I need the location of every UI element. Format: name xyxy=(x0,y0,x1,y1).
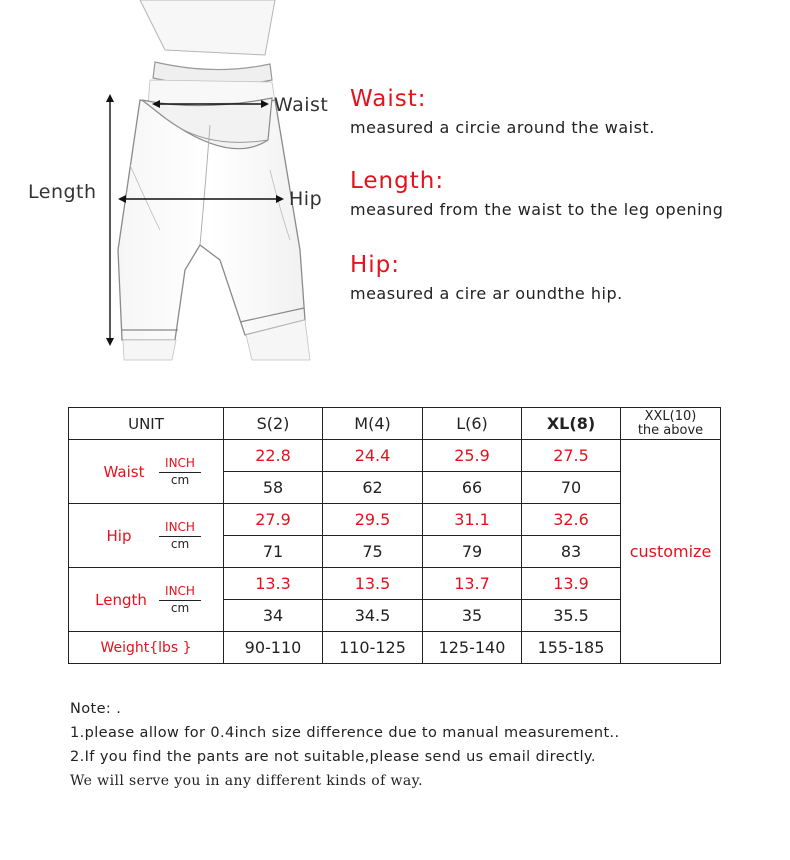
cm-value: 79 xyxy=(423,536,522,568)
unit-fraction xyxy=(159,520,201,552)
inch-value: 13.7 xyxy=(423,568,522,600)
definition-hip xyxy=(350,252,623,303)
customize-cell: customize xyxy=(621,440,721,664)
cm-value: 62 xyxy=(323,472,423,504)
inch-value: 31.1 xyxy=(423,504,522,536)
inch-value: 13.3 xyxy=(224,568,323,600)
definition-text: measured a circie around the waist. xyxy=(350,118,655,137)
weight-value: 110-125 xyxy=(323,632,423,664)
note-title: Note: . xyxy=(70,701,122,717)
weight-label: Weight{lbs } xyxy=(69,632,224,664)
inch-value: 27.5 xyxy=(522,440,621,472)
measure-cell-hip xyxy=(69,504,224,568)
cm-value: 34.5 xyxy=(323,600,423,632)
measure-cell-waist xyxy=(69,440,224,504)
inch-value: 27.9 xyxy=(224,504,323,536)
unit-cm: cm xyxy=(170,600,190,615)
cm-value: 70 xyxy=(522,472,621,504)
measure-name: Length xyxy=(95,590,147,609)
cm-value: 75 xyxy=(323,536,423,568)
header-unit: UNIT xyxy=(69,408,224,440)
note-line: We will serve you in any different kinds of way. xyxy=(70,773,423,789)
note-line: 1.please allow for 0.4inch size difference due to manual measurement.. xyxy=(70,725,620,741)
unit-fraction xyxy=(159,584,201,616)
cm-value: 58 xyxy=(224,472,323,504)
measure-name: Waist xyxy=(103,462,145,481)
definition-text: measured a cire ar oundthe hip. xyxy=(350,284,623,303)
notes-section xyxy=(70,697,620,793)
unit-fraction xyxy=(159,456,201,488)
cm-value: 35 xyxy=(423,600,522,632)
inch-value: 25.9 xyxy=(423,440,522,472)
hip-label: Hip xyxy=(289,188,323,210)
definition-title: Waist: xyxy=(350,86,427,112)
cm-value: 34 xyxy=(224,600,323,632)
header-size: L(6) xyxy=(423,408,522,440)
note-line: 2.If you find the pants are not suitable,please send us email directly. xyxy=(70,749,596,765)
definition-waist xyxy=(350,86,655,137)
unit-inch: INCH xyxy=(159,584,201,601)
header-size-xxl xyxy=(621,408,721,440)
header-xxl-line2: the above xyxy=(637,422,704,438)
definition-length xyxy=(350,168,723,219)
header-size: XL(8) xyxy=(522,408,621,440)
weight-value: 155-185 xyxy=(522,632,621,664)
unit-inch: INCH xyxy=(159,456,201,473)
inch-value: 13.5 xyxy=(323,568,423,600)
table-row xyxy=(69,440,721,472)
inch-value: 22.8 xyxy=(224,440,323,472)
table-header-row xyxy=(69,408,721,440)
inch-value: 29.5 xyxy=(323,504,423,536)
shorts-illustration xyxy=(0,0,345,370)
weight-value: 90-110 xyxy=(224,632,323,664)
measure-name: Hip xyxy=(106,526,132,545)
cm-value: 83 xyxy=(522,536,621,568)
unit-inch: INCH xyxy=(159,520,201,537)
unit-cm: cm xyxy=(170,472,190,487)
inch-value: 24.4 xyxy=(323,440,423,472)
inch-value: 32.6 xyxy=(522,504,621,536)
size-chart-table xyxy=(68,407,721,664)
weight-value: 125-140 xyxy=(423,632,522,664)
cm-value: 71 xyxy=(224,536,323,568)
definition-title: Length: xyxy=(350,168,445,194)
header-size: M(4) xyxy=(323,408,423,440)
header-size: S(2) xyxy=(224,408,323,440)
length-label: Length xyxy=(28,181,97,203)
cm-value: 35.5 xyxy=(522,600,621,632)
cm-value: 66 xyxy=(423,472,522,504)
inch-value: 13.9 xyxy=(522,568,621,600)
header-xxl-line1: XXL(10) xyxy=(644,408,697,424)
definition-text: measured from the waist to the leg opening xyxy=(350,200,724,219)
measure-cell-length xyxy=(69,568,224,632)
definition-title: Hip: xyxy=(350,252,401,278)
unit-cm: cm xyxy=(170,536,190,551)
waist-label: Waist xyxy=(274,94,329,116)
